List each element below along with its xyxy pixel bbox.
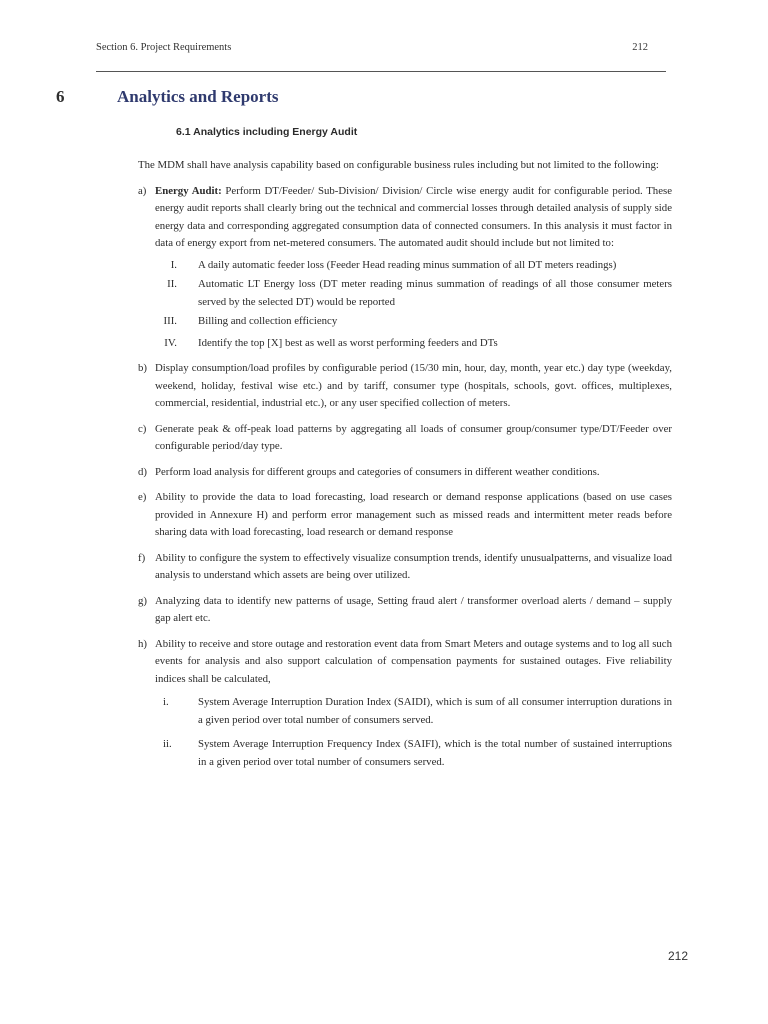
energy-audit-text: Perform DT/Feeder/ Sub-Division/ Division/ Circle wise energy audit for configurable period. These energy audit reports shall clearly bring out the technical and commercial losses through detailed analysis of supply side energy data and corresponding aggregated consumption data of connected consumers. In this analysis it must factor in data of energy export from net-metered consumers. The automated audit should include but not limited to:	[155, 184, 672, 249]
list-marker: a)	[138, 184, 147, 197]
list-marker: d)	[138, 465, 147, 478]
sublist-item	[155, 335, 672, 353]
list-item-c	[138, 421, 672, 456]
list-item-d	[138, 464, 672, 482]
sublist-text: System Average Interruption Frequency Index (SAIFI), which is the total number of sustained interruptions in a given period over total number of consumers served.	[198, 738, 672, 768]
list-item-text: Perform load analysis for different groups and categories of consumers in different weather conditions.	[155, 465, 600, 478]
list-item-f	[138, 550, 672, 585]
list-marker: b)	[138, 362, 147, 374]
sublist-marker: ii.	[163, 738, 172, 750]
section-number: 6	[56, 87, 65, 106]
sublist-marker: IV.	[164, 336, 177, 349]
subsection-title: 6.1 Analytics including Energy Audit	[176, 126, 358, 138]
list-item-e	[138, 489, 672, 542]
sublist-marker: i.	[163, 696, 169, 708]
list-marker: g)	[138, 594, 147, 607]
list-marker: h)	[138, 637, 147, 650]
footer-page-number: 212	[667, 949, 688, 963]
sublist-item	[155, 313, 672, 331]
running-header-section: Section 6. Project Requirements	[96, 42, 232, 53]
list-item-h	[138, 636, 672, 772]
list-item-b	[138, 360, 672, 413]
sublist-text: A daily automatic feeder loss (Feeder Head reading minus summation of all DT meters readings)	[198, 258, 617, 271]
list-item-a	[138, 183, 672, 353]
section-title: Analytics and Reports	[117, 87, 279, 106]
sublist-marker: III.	[163, 315, 177, 327]
intro-paragraph: The MDM shall have analysis capability based on configurable business rules including but not limited to the following:	[138, 159, 659, 171]
running-header	[96, 42, 648, 53]
sublist-item	[155, 736, 672, 771]
list-marker: c)	[138, 422, 147, 435]
list-marker: f)	[138, 551, 146, 564]
list-item-text: Display consumption/load profiles by configurable period (15/30 min, hour, day, month, year etc.) day type (weekday, weekend, holiday, festival wise etc.) and by tariff, consumer type (hospitals, schools, govt. offices, multiplexes, commercial, residential, industrial etc.), or any user specified collection of meters.	[155, 362, 672, 409]
list-item-text: Analyzing data to identify new patterns of usage, Setting fraud alert / transformer overload alerts / demand – supply gap alert etc.	[155, 594, 672, 624]
sublist-item	[155, 257, 672, 275]
sublist-text: Automatic LT Energy loss (DT meter reading minus summation of readings of all those consumer meters served by the selected DT) would be reported	[198, 278, 672, 308]
energy-audit-sublist	[155, 257, 672, 353]
sublist-marker: II.	[167, 278, 177, 290]
list-item-text: Ability to configure the system to effectively visualize consumption trends, identify unusualpatterns, and visualize load analysis to understand which assets are being over utilized.	[155, 551, 672, 581]
sublist-text: System Average Interruption Duration Index (SAIDI), which is sum of all consumer interruption durations in a given period over total number of consumers served.	[198, 696, 672, 726]
list-item-text: Generate peak & off-peak load patterns by aggregating all loads of consumer group/consumer type/DT/Feeder over configurable period/day type.	[155, 422, 672, 452]
sublist-item	[155, 694, 672, 729]
list-item-text: Ability to provide the data to load forecasting, load research or demand response applications (based on use cases provided in Annexure H) and perform error management such as missed reads and intermittent meter reads before sharing data with load forecasting, load research or demand response	[155, 491, 672, 538]
running-header-page-number: 212	[632, 42, 648, 53]
list-marker: e)	[138, 491, 147, 503]
list-item-text	[155, 183, 672, 253]
sublist-text: Identify the top [X] best as well as worst performing feeders and DTs	[198, 336, 498, 349]
requirements-list	[138, 183, 672, 772]
energy-audit-lead: Energy Audit:	[155, 184, 222, 197]
sublist-item	[155, 276, 672, 311]
header-divider	[96, 71, 666, 72]
reliability-indices-sublist	[155, 694, 672, 771]
sublist-text: Billing and collection efficiency	[198, 315, 338, 327]
list-item-text: Ability to receive and store outage and restoration event data from Smart Meters and outage systems and to log all such events for analysis and also support calculation of compensation payments for sustained outages. Five reliability indices shall be calculated,	[155, 637, 672, 685]
list-item-g	[138, 593, 672, 628]
document-body	[138, 157, 672, 779]
sublist-marker: I.	[170, 258, 177, 271]
